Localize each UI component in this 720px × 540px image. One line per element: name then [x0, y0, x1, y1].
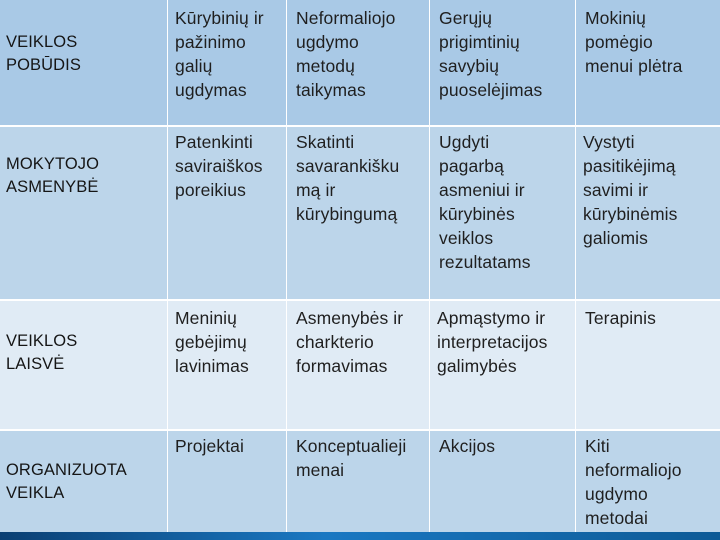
- table-cell: Skatinti savarankišku mą ir kūrybingumą: [286, 126, 429, 300]
- table-cell: Gerųjų prigimtinių savybių puoselėjimas: [429, 0, 575, 126]
- row-header-cell: VEIKLOS LAISVĖ: [0, 300, 167, 430]
- table-cell: Mokinių pomėgio menui plėtra: [575, 0, 720, 126]
- row-divider: [0, 125, 720, 127]
- row-header-cell: VEIKLOS POBŪDIS: [0, 0, 167, 126]
- row-divider: [0, 429, 720, 431]
- column-divider: [286, 0, 287, 540]
- column-divider: [167, 0, 168, 540]
- column-divider: [575, 0, 576, 540]
- table-cell: Konceptualieji menai: [286, 430, 429, 532]
- table-cell: Meninių gebėjimų lavinimas: [167, 300, 286, 430]
- table-cell: Neformaliojo ugdymo metodų taikymas: [286, 0, 429, 126]
- table-cell: Ugdyti pagarbą asmeniui ir kūrybinės veiklos rezultatams: [429, 126, 575, 300]
- row-divider: [0, 299, 720, 301]
- row-header-cell: MOKYTOJO ASMENYBĖ: [0, 126, 167, 300]
- table-cell: Vystyti pasitikėjimą savimi ir kūrybinėmis galiomis: [575, 126, 720, 300]
- bottom-decoration: [0, 532, 720, 540]
- table-cell: Kūrybinių ir pažinimo galių ugdymas: [167, 0, 286, 126]
- table-cell: Terapinis: [575, 300, 720, 430]
- table-cell: Patenkinti saviraiškos poreikius: [167, 126, 286, 300]
- row-header-cell: ORGANIZUOTA VEIKLA: [0, 430, 167, 532]
- table-cell: Kiti neformaliojo ugdymo metodai: [575, 430, 720, 532]
- table-cell: Apmąstymo ir interpretacijos galimybės: [429, 300, 575, 430]
- table-cell: Asmenybės ir charkterio formavimas: [286, 300, 429, 430]
- table-cell: Projektai: [167, 430, 286, 532]
- column-divider: [429, 0, 430, 540]
- table-cell: Akcijos: [429, 430, 575, 532]
